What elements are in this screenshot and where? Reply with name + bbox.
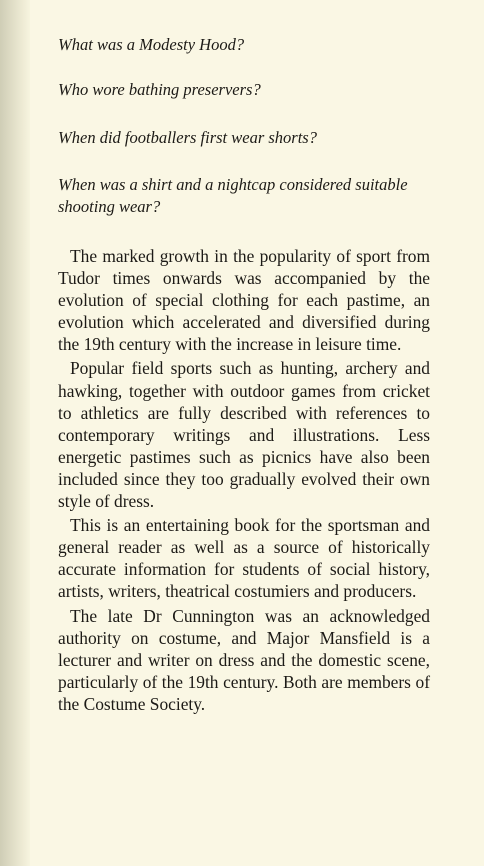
blurb-text <box>58 245 430 717</box>
paragraph-field-sports: Popular field sports such as hunting, archery and hawking, together with outdoor games from cricket to athletics are fully described with references to contemporary writings and illustrations. Less energetic pastimes such as picnics have also been included since they too gradually evolved their own style of dress. <box>58 358 430 512</box>
paragraph-authors: The late Dr Cunnington was an acknowledged authority on costume, and Major Mansfield is a lecturer and writer on dress and the domestic scene, particularly of the 19th century. Both are members of the Costume Society. <box>58 605 430 714</box>
paragraph-audience: This is an entertaining book for the sportsman and general reader as well as a source of historically accurate information for students of social history, artists, writers, theatrical costumiers and producers. <box>58 515 430 602</box>
question-modesty-hood: What was a Modesty Hood? <box>58 35 245 54</box>
question-footballers-shorts: When did footballers first wear shorts? <box>58 128 317 147</box>
question-shooting-wear: When was a shirt and a nightcap considered suitable shooting wear? <box>58 175 408 216</box>
question-bathing-preservers: Who wore bathing preservers? <box>58 80 261 99</box>
page-gutter-edge <box>0 0 30 866</box>
paragraph-sport-clothing: The marked growth in the popularity of sport from Tudor times onwards was accompanied by the evolution of special clothing for each pastime, an evolution which accelerated and diversified during the 19th century with the increase in leisure time. <box>58 246 430 355</box>
